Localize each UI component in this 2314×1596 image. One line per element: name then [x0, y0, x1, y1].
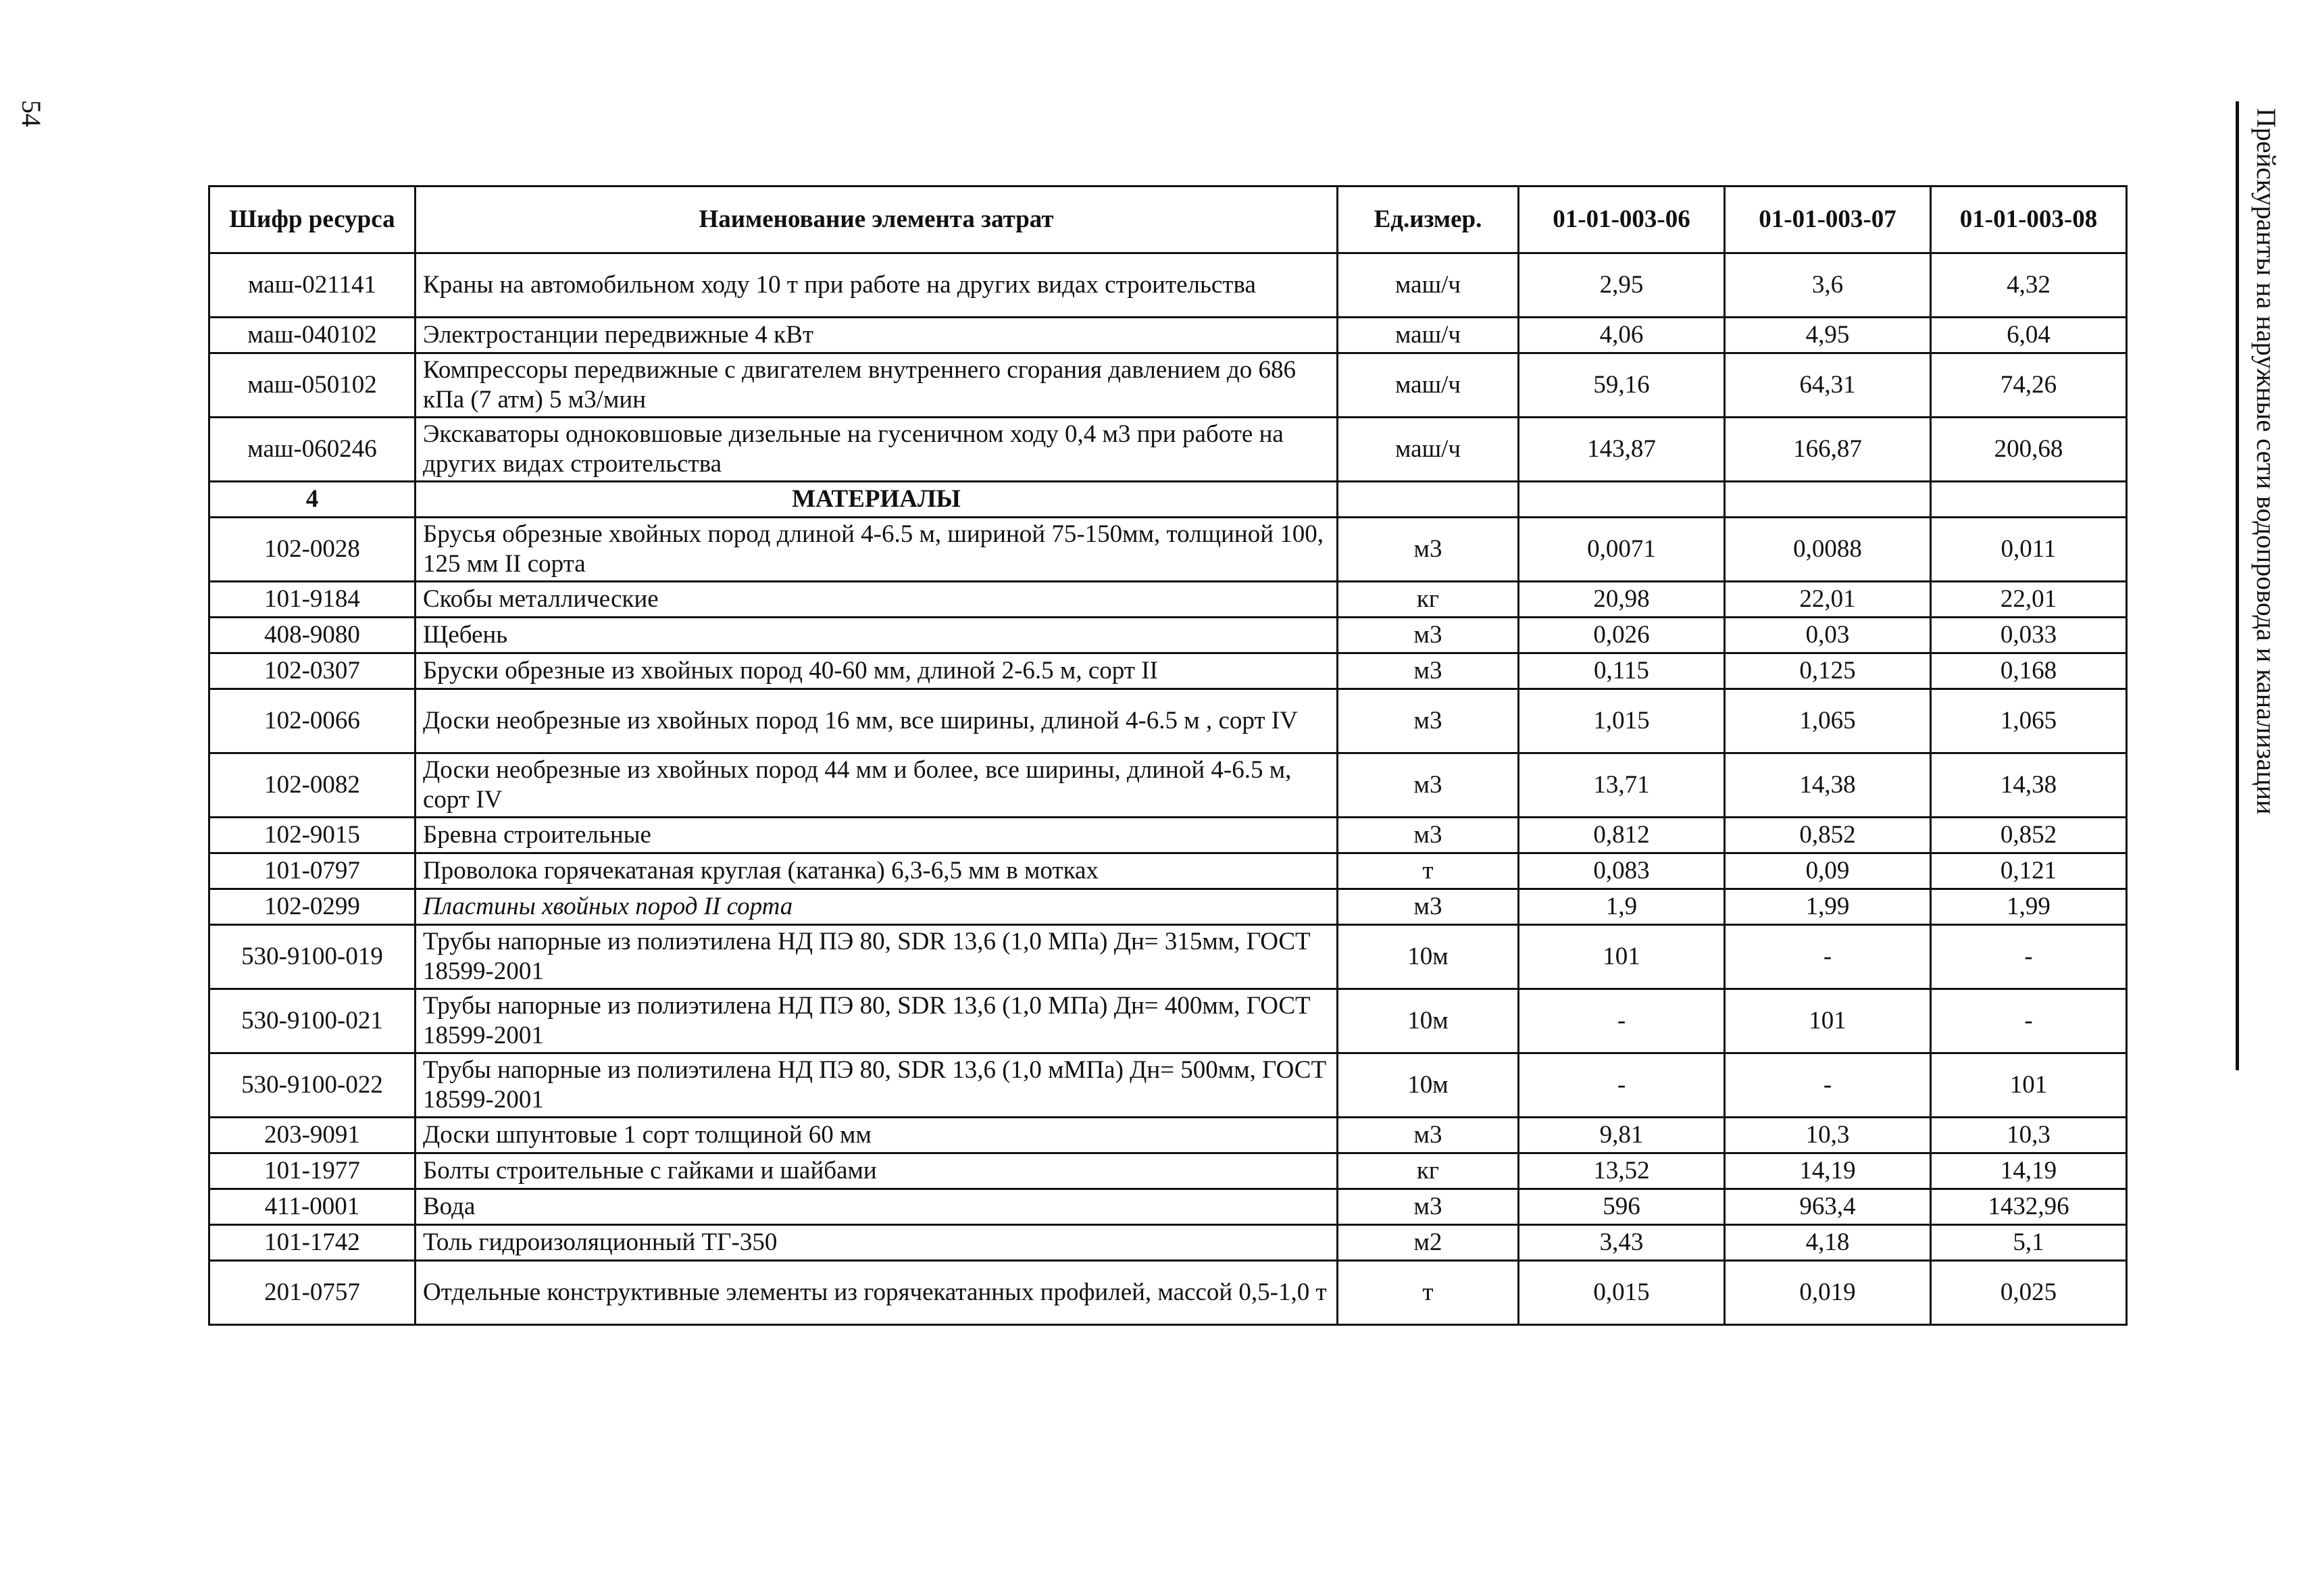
cell-code: маш-021141 [209, 253, 416, 318]
cell-name: Толь гидроизоляционный ТГ-350 [416, 1225, 1338, 1261]
cell-name: Трубы напорные из полиэтилена НД ПЭ 80, SDR 13,6 (1,0 МПа) Дн= 315мм, ГОСТ 18599-2001 [416, 925, 1338, 989]
cell-name: Доски шпунтовые 1 сорт толщиной 60 мм [416, 1118, 1338, 1153]
cell-value: 596 [1519, 1189, 1725, 1225]
cell-code: 101-0797 [209, 853, 416, 889]
table-row [209, 418, 2127, 482]
section-row-materials [209, 482, 2127, 518]
cell-unit: 10м [1338, 989, 1519, 1053]
cell-value: 22,01 [1931, 582, 2127, 618]
cell-name: Вода [416, 1189, 1338, 1225]
cell-value: 14,38 [1931, 753, 2127, 818]
cell-code: 101-9184 [209, 582, 416, 618]
cell-code: 530-9100-022 [209, 1053, 416, 1118]
table-row [209, 753, 2127, 818]
table-row [209, 925, 2127, 989]
cell-name: Брусья обрезные хвойных пород длиной 4-6.5 м, шириной 75-150мм, толщиной 100, 125 мм II сорта [416, 518, 1338, 582]
side-rule-divider [2236, 101, 2239, 1070]
cell-name: Доски необрезные из хвойных пород 44 мм и более, все ширины, длиной 4-6.5 м, сорт IV [416, 753, 1338, 818]
cell-value: 10,3 [1725, 1118, 1931, 1153]
cell-value: 101 [1725, 989, 1931, 1053]
cell-unit: т [1338, 853, 1519, 889]
table-header-row [209, 186, 2127, 253]
cell-value: 1,065 [1931, 689, 2127, 753]
table-row [209, 1153, 2127, 1189]
cell-unit: кг [1338, 1153, 1519, 1189]
cell-value: 0,011 [1931, 518, 2127, 582]
cell-value: 166,87 [1725, 418, 1931, 482]
cell-value: 0,852 [1931, 818, 2127, 853]
table-row [209, 1225, 2127, 1261]
header-col2: 01-01-003-07 [1725, 186, 1931, 253]
cell-unit: м3 [1338, 689, 1519, 753]
table-row [209, 689, 2127, 753]
cell-name: Трубы напорные из полиэтилена НД ПЭ 80, SDR 13,6 (1,0 мМПа) Дн= 500мм, ГОСТ 18599-2001 [416, 1053, 1338, 1118]
table-row [209, 518, 2127, 582]
table-row [209, 653, 2127, 689]
cell-unit: маш/ч [1338, 253, 1519, 318]
side-title: Прейскуранты на наружные сети водопровода и канализации [2251, 108, 2282, 815]
cell-name: Краны на автомобильном ходу 10 т при работе на других видах строительства [416, 253, 1338, 318]
header-code: Шифр ресурса [209, 186, 416, 253]
table-row [209, 353, 2127, 418]
table-row [209, 818, 2127, 853]
cell-value: 4,32 [1931, 253, 2127, 318]
cell-value: 0,125 [1725, 653, 1931, 689]
cell-unit: м3 [1338, 653, 1519, 689]
cell-code: 101-1742 [209, 1225, 416, 1261]
cell-value: - [1519, 989, 1725, 1053]
cell-unit: м3 [1338, 618, 1519, 653]
cell-code: 530-9100-019 [209, 925, 416, 989]
cell-value: 143,87 [1519, 418, 1725, 482]
cell-value: - [1725, 1053, 1931, 1118]
table-row [209, 582, 2127, 618]
cell-value: 1,9 [1519, 889, 1725, 925]
cell-value: 4,18 [1725, 1225, 1931, 1261]
cell-name: Скобы металлические [416, 582, 1338, 618]
cell-value: 0,09 [1725, 853, 1931, 889]
cell-value: 14,38 [1725, 753, 1931, 818]
table-row [209, 318, 2127, 353]
cell-unit: м3 [1338, 753, 1519, 818]
cell-value: - [1519, 1053, 1725, 1118]
table-row [209, 253, 2127, 318]
cell-code: 530-9100-021 [209, 989, 416, 1053]
cell-code: 102-0066 [209, 689, 416, 753]
header-name: Наименование элемента затрат [416, 186, 1338, 253]
header-col1: 01-01-003-06 [1519, 186, 1725, 253]
cell-code: 102-0082 [209, 753, 416, 818]
table-row [209, 618, 2127, 653]
table-row [209, 1261, 2127, 1325]
cell-value: 0,019 [1725, 1261, 1931, 1325]
cell-unit: м2 [1338, 1225, 1519, 1261]
cell-value: 4,06 [1519, 318, 1725, 353]
cell-unit: м3 [1338, 1189, 1519, 1225]
cell-value: 101 [1519, 925, 1725, 989]
cell-value: 64,31 [1725, 353, 1931, 418]
cell-unit: м3 [1338, 818, 1519, 853]
cell-code: 102-0028 [209, 518, 416, 582]
cell-name: Проволока горячекатаная круглая (катанка) 6,3-6,5 мм в мотках [416, 853, 1338, 889]
cell-value: 0,083 [1519, 853, 1725, 889]
cell-value: 59,16 [1519, 353, 1725, 418]
cell-name: Трубы напорные из полиэтилена НД ПЭ 80, SDR 13,6 (1,0 МПа) Дн= 400мм, ГОСТ 18599-2001 [416, 989, 1338, 1053]
cell-name-text: Пластины хвойных пород II сорта [423, 893, 793, 920]
cell-code: 102-0299 [209, 889, 416, 925]
cell-value: 3,6 [1725, 253, 1931, 318]
cell-name: Отдельные конструктивные элементы из горячекатанных профилей, массой 0,5-1,0 т [416, 1261, 1338, 1325]
header-col3: 01-01-003-08 [1931, 186, 2127, 253]
cell-value: 2,95 [1519, 253, 1725, 318]
cell-value: 20,98 [1519, 582, 1725, 618]
cell-value: - [1931, 925, 2127, 989]
cell-code: маш-050102 [209, 353, 416, 418]
cell-name: Бруски обрезные из хвойных пород 40-60 мм, длиной 2-6.5 м, сорт II [416, 653, 1338, 689]
cell-value: 1,99 [1725, 889, 1931, 925]
cell-code: 102-9015 [209, 818, 416, 853]
cell-code: 101-1977 [209, 1153, 416, 1189]
cell-name: Щебень [416, 618, 1338, 653]
section-empty-cell [1338, 482, 1519, 518]
cell-value: - [1931, 989, 2127, 1053]
section-empty-cell [1931, 482, 2127, 518]
cell-unit: маш/ч [1338, 418, 1519, 482]
cell-value: 0,015 [1519, 1261, 1725, 1325]
cell-code: 201-0757 [209, 1261, 416, 1325]
section-title: МАТЕРИАЛЫ [416, 482, 1338, 518]
cell-value: 0,115 [1519, 653, 1725, 689]
cell-value: 0,033 [1931, 618, 2127, 653]
cell-value: 14,19 [1725, 1153, 1931, 1189]
cell-name [416, 889, 1338, 925]
cell-value: 13,71 [1519, 753, 1725, 818]
header-unit: Ед.измер. [1338, 186, 1519, 253]
cell-value: 0,026 [1519, 618, 1725, 653]
cell-value: 0,025 [1931, 1261, 2127, 1325]
cost-table [208, 185, 2128, 1326]
cell-value: 0,03 [1725, 618, 1931, 653]
cell-value: 0,121 [1931, 853, 2127, 889]
cell-value: 0,0088 [1725, 518, 1931, 582]
cell-unit: 10м [1338, 1053, 1519, 1118]
table-row [209, 889, 2127, 925]
cell-value: 14,19 [1931, 1153, 2127, 1189]
cell-code: 203-9091 [209, 1118, 416, 1153]
cell-unit: кг [1338, 582, 1519, 618]
cell-code: 408-9080 [209, 618, 416, 653]
cell-unit: м3 [1338, 1118, 1519, 1153]
section-code: 4 [209, 482, 416, 518]
table-row [209, 1053, 2127, 1118]
cell-value: 0,812 [1519, 818, 1725, 853]
cell-value: 1432,96 [1931, 1189, 2127, 1225]
page-number: 54 [16, 100, 47, 127]
cell-name: Компрессоры передвижные с двигателем внутреннего сгорания давлением до 686 кПа (7 атм) 5 м3/мин [416, 353, 1338, 418]
cell-value: 200,68 [1931, 418, 2127, 482]
cell-name: Бревна строительные [416, 818, 1338, 853]
cell-code: 102-0307 [209, 653, 416, 689]
cell-value: 0,852 [1725, 818, 1931, 853]
cell-unit: т [1338, 1261, 1519, 1325]
cell-value: 9,81 [1519, 1118, 1725, 1153]
table-row [209, 1118, 2127, 1153]
cell-value: 6,04 [1931, 318, 2127, 353]
cell-value: - [1725, 925, 1931, 989]
cell-value: 3,43 [1519, 1225, 1725, 1261]
cell-code: 411-0001 [209, 1189, 416, 1225]
section-empty-cell [1725, 482, 1931, 518]
cell-code: маш-060246 [209, 418, 416, 482]
cell-value: 0,168 [1931, 653, 2127, 689]
table-row [209, 989, 2127, 1053]
table-row [209, 853, 2127, 889]
cell-value: 1,99 [1931, 889, 2127, 925]
cell-code: маш-040102 [209, 318, 416, 353]
cell-value: 13,52 [1519, 1153, 1725, 1189]
cell-unit: м3 [1338, 518, 1519, 582]
cell-name: Болты строительные с гайками и шайбами [416, 1153, 1338, 1189]
cell-unit: м3 [1338, 889, 1519, 925]
cell-name: Доски необрезные из хвойных пород 16 мм, все ширины, длиной 4-6.5 м , сорт IV [416, 689, 1338, 753]
table-row [209, 1189, 2127, 1225]
cell-value: 1,065 [1725, 689, 1931, 753]
cell-value: 74,26 [1931, 353, 2127, 418]
cell-value: 5,1 [1931, 1225, 2127, 1261]
section-empty-cell [1519, 482, 1725, 518]
cell-value: 0,0071 [1519, 518, 1725, 582]
cell-value: 963,4 [1725, 1189, 1931, 1225]
cell-name: Экскаваторы одноковшовые дизельные на гусеничном ходу 0,4 м3 при работе на других видах строительства [416, 418, 1338, 482]
cell-name: Электростанции передвижные 4 кВт [416, 318, 1338, 353]
cell-value: 101 [1931, 1053, 2127, 1118]
cell-value: 10,3 [1931, 1118, 2127, 1153]
cell-value: 1,015 [1519, 689, 1725, 753]
cell-value: 4,95 [1725, 318, 1931, 353]
cell-value: 22,01 [1725, 582, 1931, 618]
cell-unit: маш/ч [1338, 353, 1519, 418]
cell-unit: маш/ч [1338, 318, 1519, 353]
cell-unit: 10м [1338, 925, 1519, 989]
